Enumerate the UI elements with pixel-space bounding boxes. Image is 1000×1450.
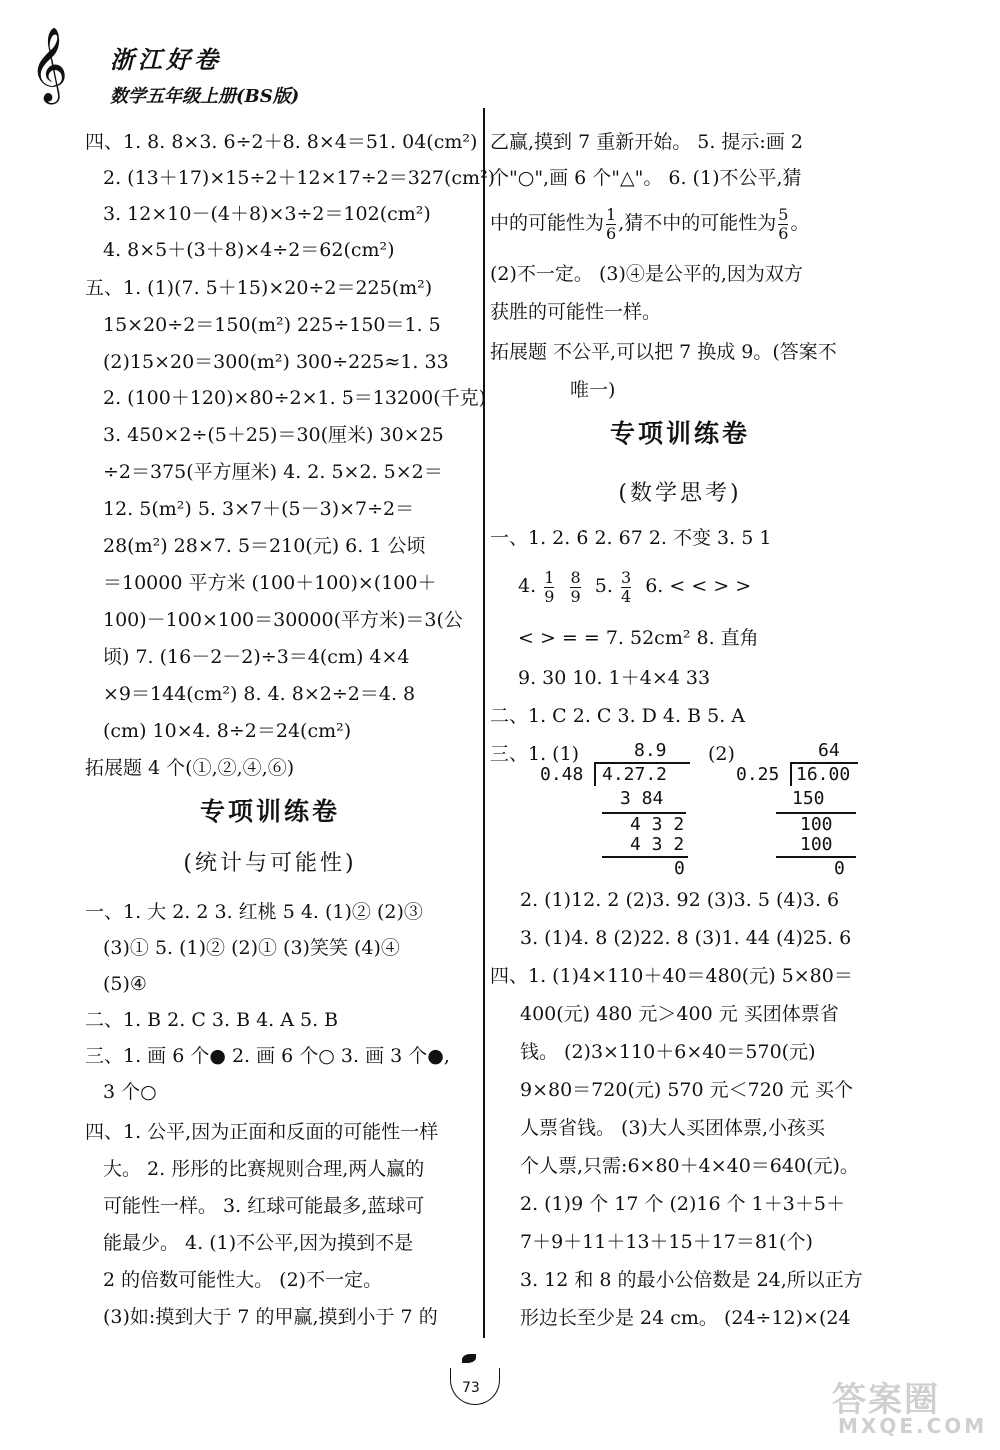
answer-line: 四、1. (1)4×110＋40＝480(元) 5×80＝ <box>490 965 853 987</box>
denominator: 9 <box>570 586 581 606</box>
answer-line: 9×80＝720(元) 570 元＜720 元 买个 <box>520 1079 853 1101</box>
answer-line: 个人票,只需:6×80＋4×40＝640(元)。 <box>520 1155 859 1177</box>
divisor: 0.25 <box>736 764 780 785</box>
answer-line: 四、1. 8. 8×3. 6÷2＋8. 8×4＝51. 04(cm²) <box>85 131 478 153</box>
answer-line: 个"○",画 6 个"△"。 6. (1)不公平,猜 <box>490 167 802 189</box>
numerator: 1 <box>606 204 617 224</box>
answer-line: 三、1. 画 6 个● 2. 画 6 个○ 3. 画 3 个●, <box>85 1045 450 1067</box>
answer-line: 大。 2. 彤彤的比赛规则合理,两人赢的 <box>103 1158 425 1180</box>
answer-line: 28(m²) 28×7. 5＝210(元) 6. 1 公顷 <box>103 535 426 557</box>
text-fragment: 5. <box>594 575 613 597</box>
answer-line: 12. 5(m²) 5. 3×7＋(5－3)×7÷2＝ <box>103 498 415 520</box>
answer-line: 可能性一样。 3. 红球可能最多,蓝球可 <box>103 1195 425 1217</box>
book-header <box>30 30 350 110</box>
answer-line: (cm) 10×4. 8÷2＝24(cm²) <box>103 720 352 742</box>
answer-line: 唯一) <box>570 379 616 401</box>
numerator: 5 <box>778 204 789 224</box>
answer-line: 3. 12 和 8 的最小公倍数是 24,所以正方 <box>520 1269 863 1291</box>
answer-line: ×9＝144(cm²) 8. 4. 8×2÷2＝4. 8 <box>103 683 416 705</box>
text-fragment: 4. <box>518 575 537 597</box>
answer-line: 拓展题 4 个(①,②,④,⑥) <box>85 757 295 779</box>
divisor: 0.48 <box>540 764 584 785</box>
answer-line: 能最少。 4. (1)不公平,因为摸到不是 <box>103 1232 414 1254</box>
fraction <box>621 569 631 606</box>
answer-line: (3)① 5. (1)② (2)① (3)笑笑 (4)④ <box>103 937 400 959</box>
fraction <box>544 569 554 606</box>
answer-line: 乙赢,摸到 7 重新开始。 5. 提示:画 2 <box>490 131 803 153</box>
answer-line: 钱。 (2)3×110＋6×40＝570(元) <box>520 1041 816 1063</box>
answer-line: 四、1. 公平,因为正面和反面的可能性一样 <box>85 1121 439 1143</box>
answer-line: (3)如:摸到大于 7 的甲赢,摸到小于 7 的 <box>103 1306 438 1328</box>
step: 150 <box>792 788 825 809</box>
fraction <box>606 206 616 243</box>
remainder: 0 <box>834 858 845 879</box>
answer-line: 3 个○ <box>103 1081 157 1103</box>
answer-line: 3. 12×10－(4＋8)×3÷2＝102(cm²) <box>103 203 431 225</box>
denominator: 6 <box>778 223 789 243</box>
answer-line: 顷) 7. (16－2－2)÷3＝4(cm) 4×4 <box>103 646 410 668</box>
answer-line: 100)－100×100＝30000(平方米)＝3(公 <box>103 609 463 631</box>
answer-line: 一、1. 2. 6̇ 2. 67 2. 不变 3. 5 1 <box>490 527 772 549</box>
division-bracket <box>594 762 596 786</box>
answer-line: 一、1. 大 2. 2 3. 红桃 5 4. (1)② (2)③ <box>85 901 423 923</box>
answer-line: 二、1. C 2. C 3. D 4. B 5. A <box>490 705 745 727</box>
answer-line: (2) <box>708 743 735 765</box>
answer-line-fractions <box>490 199 809 247</box>
section-title: 专项训练卷 <box>609 419 750 448</box>
numerator: 8 <box>570 567 581 587</box>
treble-clef-icon: 𝄞 <box>30 28 68 102</box>
fraction <box>570 569 580 606</box>
denominator: 6 <box>606 223 617 243</box>
text-fragment: 6. < < > > <box>645 575 752 597</box>
numerator: 3 <box>620 567 632 587</box>
column-divider <box>483 108 485 1338</box>
step: 4 3 2 <box>630 834 685 855</box>
answer-line: 4. 8×5＋(3＋8)×4÷2＝62(cm²) <box>103 239 395 261</box>
answer-line: 9. 30 10. 1＋4×4 33 <box>518 667 711 689</box>
answer-line: 三、1. (1) <box>490 743 580 765</box>
answer-line-fractions <box>518 563 751 609</box>
text-fragment: ,猜不中的可能性为 <box>618 212 777 234</box>
remainder: 0 <box>674 858 685 879</box>
denominator: 9 <box>544 586 555 606</box>
answer-line: 二、1. B 2. C 3. B 4. A 5. B <box>85 1009 339 1031</box>
quotient: 64 <box>818 740 840 761</box>
division-bracket <box>790 762 792 786</box>
quotient: 8.9 <box>634 740 667 761</box>
book-brand: 浙江好卷 <box>110 45 222 74</box>
numerator: 1 <box>544 567 555 587</box>
leaf-icon <box>462 1354 476 1363</box>
watermark-logo <box>832 1372 988 1442</box>
text-fragment: 。 <box>790 212 810 234</box>
answer-line: (5)④ <box>103 973 147 995</box>
answer-line: ÷2＝375(平方厘米) 4. 2. 5×2. 5×2＝ <box>103 461 443 483</box>
step: 3 84 <box>620 788 664 809</box>
answer-line: 2. (1)12. 2 (2)3. 92 (3)3. 5 (4)3. 6 <box>520 889 840 911</box>
answer-line: 7＋9＋11＋13＋15＋17＝81(个) <box>520 1231 813 1253</box>
answer-line: 15×20÷2＝150(m²) 225÷150＝1. 5 <box>103 314 441 336</box>
text-fragment: 中的可能性为 <box>490 212 605 234</box>
book-subtitle: 数学五年级上册(BS版) <box>110 86 300 107</box>
answer-line: < > = = 7. 52cm² 8. 直角 <box>518 627 759 649</box>
watermark-url: MXQE.COM <box>838 1414 988 1438</box>
answer-line: 3. 450×2÷(5＋25)＝30(厘米) 30×25 <box>103 424 444 446</box>
answer-line: 2. (1)9 个 17 个 (2)16 个 1＋3＋5＋ <box>520 1193 845 1215</box>
answer-line: 获胜的可能性一样。 <box>490 301 662 323</box>
answer-line: 400(元) 480 元＞400 元 买团体票省 <box>520 1003 839 1025</box>
answer-line: (2)15×20＝300(m²) 300÷225≈1. 33 <box>103 351 449 373</box>
answer-line: 3. (1)4. 8 (2)22. 8 (3)1. 44 (4)25. 6 <box>520 927 852 949</box>
answer-line: 拓展题 不公平,可以把 7 换成 9。(答案不 <box>490 341 837 363</box>
section-title: 专项训练卷 <box>199 797 340 826</box>
watermark-text: 答案圈 <box>832 1380 940 1420</box>
denominator: 4 <box>620 586 632 606</box>
fraction <box>778 206 788 243</box>
answer-line: 五、1. (1)(7. 5＋15)×20÷2＝225(m²) <box>85 277 433 299</box>
answer-line: 2. (100＋120)×80÷2×1. 5＝13200(千克) <box>103 387 487 409</box>
long-division-1 <box>540 740 700 880</box>
step: 100 <box>800 834 833 855</box>
answer-line: ＝10000 平方米 (100＋100)×(100＋ <box>103 572 437 594</box>
answer-line: 人票省钱。 (3)大人买团体票,小孩买 <box>520 1117 825 1139</box>
answer-line: 2. (13＋17)×15÷2＋12×17÷2＝327(cm²) <box>103 167 496 189</box>
page-number: 73 <box>462 1380 480 1396</box>
dividend: 4.27.2 <box>602 764 668 785</box>
step: 4 3 2 <box>630 814 685 835</box>
dividend: 16.00 <box>796 764 851 785</box>
section-subtitle: (统计与可能性) <box>183 851 357 876</box>
answer-line: 形边长至少是 24 cm。 (24÷12)×(24 <box>520 1307 851 1329</box>
long-division-2 <box>736 740 866 880</box>
step: 100 <box>800 814 833 835</box>
answer-line: (2)不一定。 (3)④是公平的,因为双方 <box>490 263 803 285</box>
section-subtitle: (数学思考) <box>618 481 742 506</box>
answer-line: 2 的倍数可能性大。 (2)不一定。 <box>103 1269 383 1291</box>
